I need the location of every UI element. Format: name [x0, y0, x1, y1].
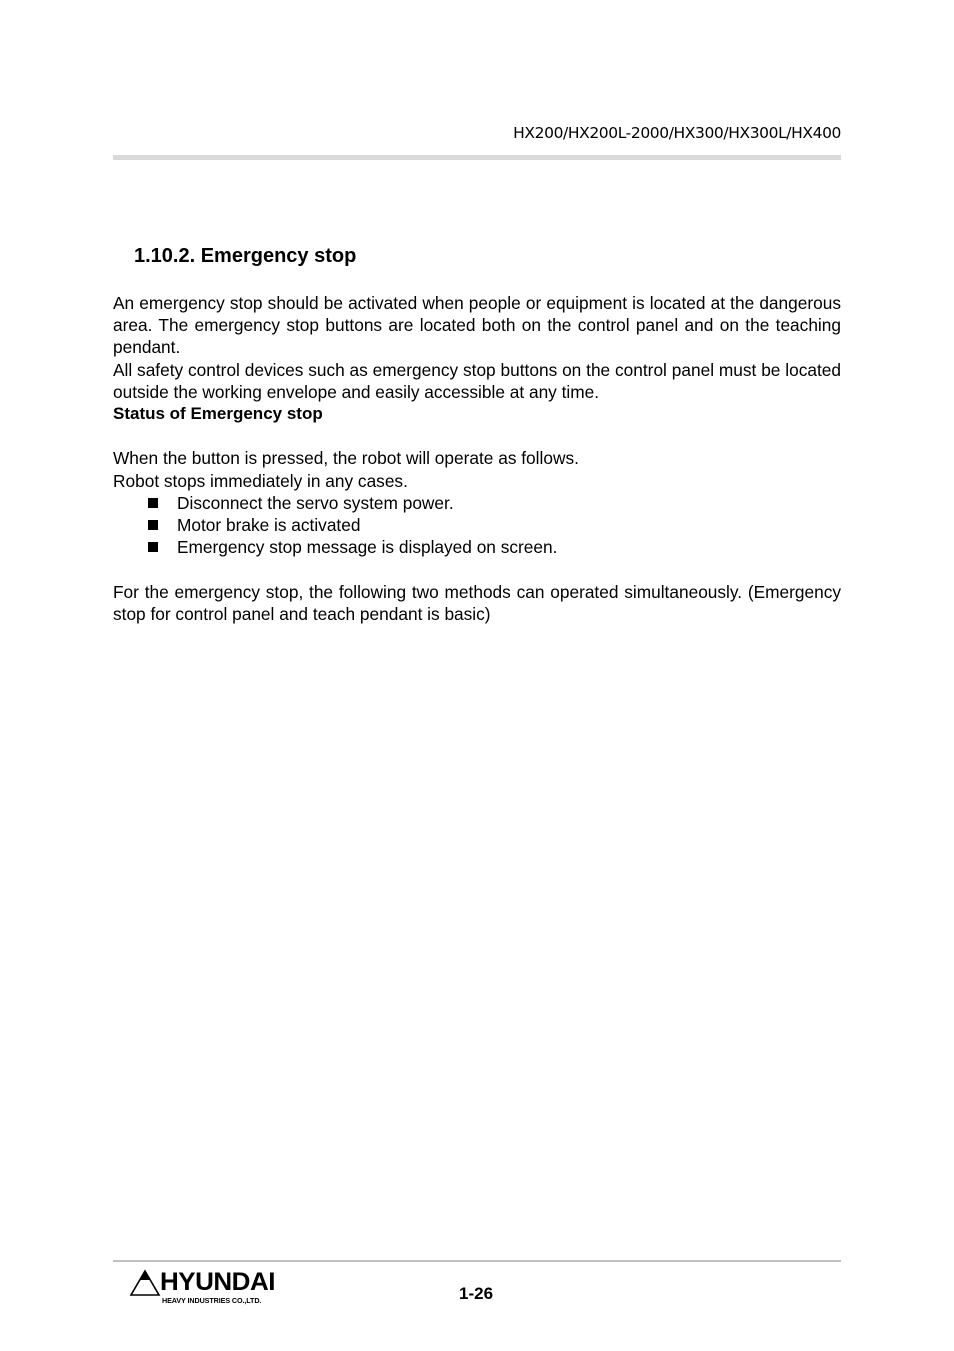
square-bullet-icon	[148, 520, 158, 530]
header-divider	[113, 155, 841, 160]
status-bullet-list	[113, 492, 841, 559]
list-item	[113, 536, 841, 558]
triangle-icon	[128, 1268, 162, 1298]
square-bullet-icon	[148, 542, 158, 552]
logo-subtext: HEAVY INDUSTRIES CO.,LTD.	[162, 1296, 262, 1305]
header-model-title: HX200/HX200L-2000/HX300/HX300L/HX400	[513, 124, 841, 142]
bullet-text: Emergency stop message is displayed on screen.	[177, 537, 558, 558]
paragraph-safety-devices: All safety control devices such as emergency stop buttons on the control panel must be located outside the working envelope and easily accessible at any time.	[113, 359, 841, 402]
list-item	[113, 492, 841, 514]
bullet-text: Motor brake is activated	[177, 515, 361, 536]
square-bullet-icon	[148, 498, 158, 508]
footer-divider	[113, 1260, 841, 1262]
section-body	[113, 292, 841, 625]
line-robot-stops: Robot stops immediately in any cases.	[113, 470, 408, 491]
paragraph-closing: For the emergency stop, the following two methods can operated simultaneously. (Emergency stop for control panel and teach pendant is basic)	[113, 581, 841, 624]
section-title: 1.10.2. Emergency stop	[134, 245, 357, 267]
paragraph-intro: An emergency stop should be activated when people or equipment is located at the dangerous area. The emergency stop buttons are located both on the control panel and on the teaching pendant.	[113, 293, 841, 358]
page-number: 1-26	[459, 1284, 494, 1303]
subheading-status: Status of Emergency stop	[113, 404, 323, 424]
line-button-pressed: When the button is pressed, the robot will operate as follows.	[113, 448, 579, 469]
bullet-text: Disconnect the servo system power.	[177, 492, 454, 513]
list-item	[113, 514, 841, 536]
logo-wordmark: HYUNDAI	[160, 1267, 275, 1296]
